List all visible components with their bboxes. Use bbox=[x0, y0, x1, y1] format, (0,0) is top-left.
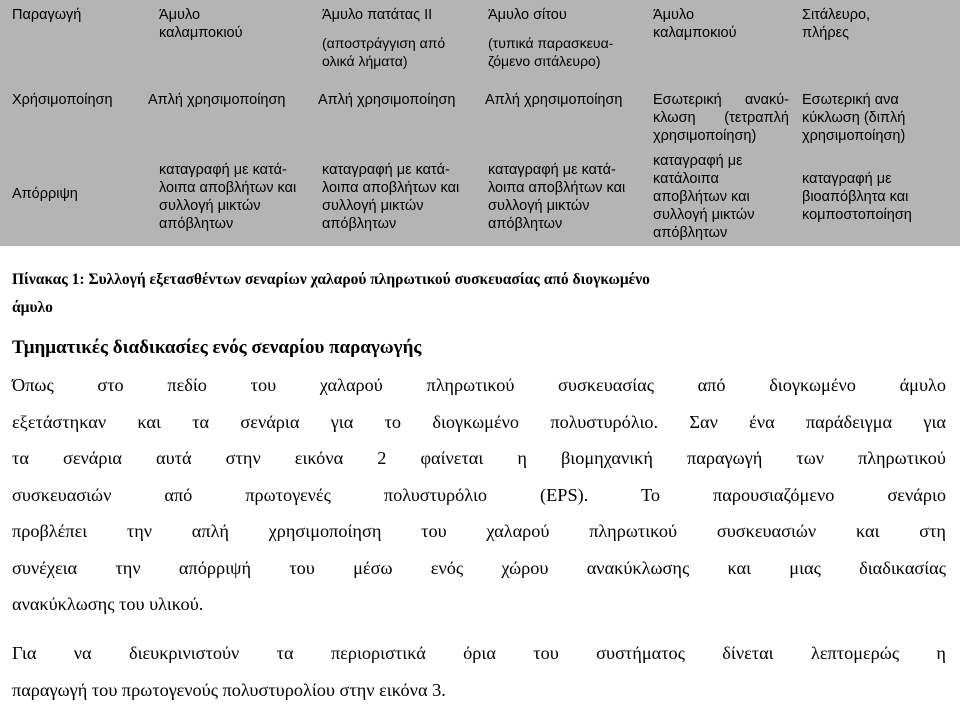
paragraph bbox=[12, 635, 946, 708]
cell-line: Άμυλο πατάτας ΙΙ bbox=[322, 6, 482, 24]
paragraph-line: Όπως στο πεδίο του χαλαρού πληρωτικού συσκευασίας από διογκωμένο άμυλο bbox=[12, 367, 946, 404]
cell-line: χρησιμοποίηση) bbox=[802, 127, 957, 145]
cell-line: καταγραφή με κατά- bbox=[488, 161, 648, 179]
paragraph bbox=[12, 367, 946, 623]
cell-line: Σιτάλευρο, bbox=[802, 6, 957, 24]
cell-line: Χρήσιμοποίηση bbox=[12, 91, 152, 109]
cell-line: Άμυλο σίτου bbox=[488, 6, 648, 24]
table-caption bbox=[12, 266, 942, 322]
use-cell-label bbox=[12, 87, 152, 109]
scenario-table bbox=[0, 0, 960, 246]
cell-line: Απλή χρησιμοποίηση bbox=[148, 91, 318, 109]
disposal-cell-wheat bbox=[488, 149, 648, 233]
cell-line: Άμυλο bbox=[159, 6, 319, 24]
table-disposal-row bbox=[0, 149, 960, 246]
cell-line: Απλή χρησιμοποίηση bbox=[318, 91, 483, 109]
cell-line: αποβλήτων και bbox=[653, 188, 793, 206]
paragraph-line: συνέχεια την απόρριψή του μέσω ενός χώρου ανακύκλωσης και μιας διαδικασίας bbox=[12, 550, 946, 587]
cell-line: απόβλητων bbox=[322, 215, 482, 233]
cell-gap bbox=[488, 24, 648, 34]
paragraph-line: εξετάστηκαν και τα σενάρια για το διογκωμένο πολυστυρόλιο. Σαν ένα παράδειγμα για bbox=[12, 404, 946, 441]
header-cell-production bbox=[12, 0, 152, 24]
cell-line: κύκλωση (διπλή bbox=[802, 109, 957, 127]
disposal-cell-label bbox=[12, 149, 152, 203]
use-cell-wheat bbox=[485, 87, 650, 109]
cell-line: καλαμποκιού bbox=[653, 24, 793, 42]
disposal-cell-potato bbox=[322, 149, 482, 233]
cell-line: λοιπα αποβλήτων και bbox=[488, 179, 648, 197]
cell-line: Εσωτερική ανα bbox=[802, 91, 957, 109]
paragraph-line: παραγωγή του πρωτογενούς πολυστυρολίου στην εικόνα 3. bbox=[12, 672, 946, 708]
caption-line: άμυλο bbox=[12, 294, 942, 322]
paragraph-line: τα σενάρια αυτά στην εικόνα 2 φαίνεται η βιομηχανική παραγωγή των πληρωτικού bbox=[12, 440, 946, 477]
cell-line: πλήρες bbox=[802, 24, 957, 42]
cell-line: κλωση (τετραπλή bbox=[653, 109, 789, 127]
cell-line: απόβλητων bbox=[159, 215, 319, 233]
table-use-row bbox=[0, 87, 960, 149]
cell-line: συλλογή μικτών bbox=[322, 197, 482, 215]
cell-line: Απλή χρησιμοποίηση bbox=[485, 91, 650, 109]
cell-line: συλλογή μικτών bbox=[488, 197, 648, 215]
paragraph-line: προβλέπει την απλή χρησιμοποίηση του χαλαρού πληρωτικού συσκευασιών και στη bbox=[12, 513, 946, 550]
paragraph-line: Για να διευκρινιστούν τα περιοριστικά όρια του συστήματος δίνεται λεπτομερώς η bbox=[12, 635, 946, 672]
cell-line: Απόρριψη bbox=[12, 185, 152, 203]
cell-gap bbox=[322, 24, 482, 34]
header-cell-wheat-starch bbox=[488, 0, 648, 70]
cell-line: (τυπικά παρασκευα- bbox=[488, 34, 648, 52]
cell-line: κατάλοιπα bbox=[653, 170, 793, 188]
cell-line: χρησιμοποίηση) bbox=[653, 127, 789, 145]
cell-line: καταγραφή με κατά- bbox=[322, 161, 482, 179]
use-cell-wheat-flour bbox=[802, 87, 957, 145]
caption-line: Πίνακας 1: Συλλογή εξετασθέντων σεναρίων χαλαρού πληρωτικού συσκευασίας από διογκωμένο bbox=[12, 266, 942, 294]
cell-line: απόβλητων bbox=[653, 224, 793, 242]
header-cell-corn-starch bbox=[159, 0, 319, 42]
cell-line: ζόμενο σιτάλευρο) bbox=[488, 52, 648, 70]
section-heading: Τμηματικές διαδικασίες ενός σεναρίου παραγωγής bbox=[12, 334, 421, 362]
cell-line: συλλογή μικτών bbox=[159, 197, 319, 215]
cell-line: καταγραφή με bbox=[653, 152, 793, 170]
cell-line: απόβλητων bbox=[488, 215, 648, 233]
disposal-cell-corn bbox=[159, 149, 319, 233]
cell-line: Άμυλο bbox=[653, 6, 793, 24]
paragraph-line: ανακύκλωσης του υλικού. bbox=[12, 586, 946, 623]
cell-line: ολικά λήματα) bbox=[322, 52, 482, 70]
cell-line: κομποστοποίηση bbox=[802, 206, 957, 224]
use-cell-corn bbox=[148, 87, 318, 109]
disposal-cell-corn-2 bbox=[653, 149, 793, 242]
cell-line: καταγραφή με κατά- bbox=[159, 161, 319, 179]
paragraph-line: συσκευασιών από πρωτογενές πολυστυρόλιο (EPS). Το παρουσιαζόμενο σενάριο bbox=[12, 477, 946, 514]
use-cell-corn-2 bbox=[653, 87, 789, 145]
cell-line: βιοαπόβλητα και bbox=[802, 188, 957, 206]
header-cell-corn-starch-2 bbox=[653, 0, 793, 42]
cell-line: (αποστράγγιση από bbox=[322, 34, 482, 52]
header-cell-potato-starch bbox=[322, 0, 482, 70]
use-cell-potato bbox=[318, 87, 483, 109]
disposal-cell-wheat-flour bbox=[802, 149, 957, 224]
cell-line: Εσωτερική ανακύ- bbox=[653, 91, 789, 109]
cell-line: λοιπα αποβλήτων και bbox=[159, 179, 319, 197]
cell-line: Παραγωγή bbox=[12, 6, 152, 24]
cell-line: συλλογή μικτών bbox=[653, 206, 793, 224]
cell-line: καλαμποκιού bbox=[159, 24, 319, 42]
cell-line: καταγραφή με bbox=[802, 170, 957, 188]
table-header-row bbox=[0, 0, 960, 87]
header-cell-wheat-flour bbox=[802, 0, 957, 42]
cell-line: λοιπα αποβλήτων και bbox=[322, 179, 482, 197]
